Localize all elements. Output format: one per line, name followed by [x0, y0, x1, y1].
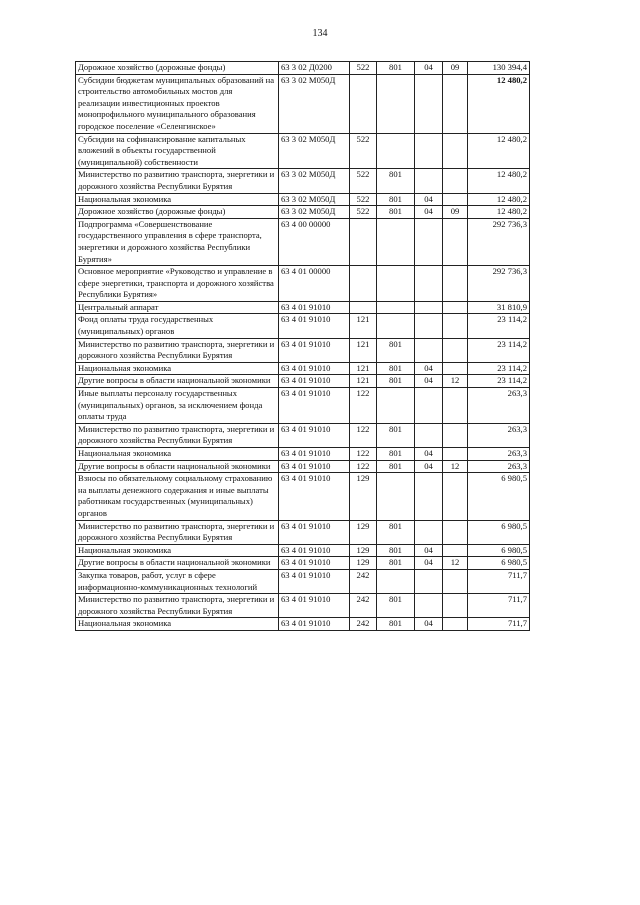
table-row [76, 206, 530, 219]
table-row [76, 62, 530, 75]
cell-section [415, 423, 443, 447]
cell-target-article: 63 3 02 М050Д [279, 133, 350, 169]
cell-amount: 12 480,2 [468, 206, 530, 219]
cell-subsection: 12 [443, 460, 468, 473]
cell-name: Министерство по развитию транспорта, энергетики и дорожного хозяйства Республики Бурятия [76, 594, 279, 618]
cell-amount: 6 980,5 [468, 520, 530, 544]
cell-amount: 23 114,2 [468, 314, 530, 338]
cell-target-article: 63 3 02 М050Д [279, 74, 350, 133]
cell-subsection: 09 [443, 62, 468, 75]
cell-name: Национальная экономика [76, 362, 279, 375]
cell-administrator: 801 [377, 62, 415, 75]
cell-expense-type: 122 [350, 448, 377, 461]
cell-administrator: 801 [377, 520, 415, 544]
cell-administrator: 801 [377, 544, 415, 557]
cell-subsection [443, 314, 468, 338]
cell-section [415, 218, 443, 265]
cell-administrator: 801 [377, 338, 415, 362]
cell-amount: 31 810,9 [468, 301, 530, 314]
cell-amount: 292 736,3 [468, 218, 530, 265]
cell-administrator: 801 [377, 557, 415, 570]
cell-administrator: 801 [377, 594, 415, 618]
cell-administrator: 801 [377, 169, 415, 193]
table-row [76, 569, 530, 593]
cell-target-article: 63 3 02 М050Д [279, 169, 350, 193]
cell-target-article: 63 3 02 Д0200 [279, 62, 350, 75]
cell-expense-type: 122 [350, 388, 377, 424]
cell-subsection [443, 423, 468, 447]
cell-section [415, 473, 443, 520]
cell-administrator: 801 [377, 618, 415, 631]
cell-amount: 130 394,4 [468, 62, 530, 75]
cell-name: Иные выплаты персоналу государственных (муниципальных) органов, за исключением фонда оплаты труда [76, 388, 279, 424]
cell-expense-type: 522 [350, 133, 377, 169]
cell-expense-type: 242 [350, 618, 377, 631]
cell-expense-type: 129 [350, 544, 377, 557]
budget-table [75, 61, 530, 631]
cell-name: Национальная экономика [76, 193, 279, 206]
cell-administrator: 801 [377, 362, 415, 375]
cell-name: Другие вопросы в области национальной экономики [76, 375, 279, 388]
table-row [76, 448, 530, 461]
cell-subsection: 09 [443, 206, 468, 219]
table-row [76, 314, 530, 338]
cell-target-article: 63 4 01 91010 [279, 448, 350, 461]
cell-target-article: 63 3 02 М050Д [279, 206, 350, 219]
cell-section [415, 338, 443, 362]
cell-target-article: 63 4 01 91010 [279, 618, 350, 631]
cell-amount: 263,3 [468, 423, 530, 447]
cell-administrator: 801 [377, 448, 415, 461]
cell-expense-type: 121 [350, 314, 377, 338]
cell-administrator: 801 [377, 460, 415, 473]
cell-administrator: 801 [377, 206, 415, 219]
table-row [76, 375, 530, 388]
cell-administrator [377, 133, 415, 169]
cell-amount: 23 114,2 [468, 338, 530, 362]
cell-target-article: 63 4 01 91010 [279, 544, 350, 557]
cell-section: 04 [415, 362, 443, 375]
cell-expense-type: 522 [350, 62, 377, 75]
cell-subsection [443, 520, 468, 544]
cell-administrator [377, 301, 415, 314]
cell-name: Министерство по развитию транспорта, энергетики и дорожного хозяйства Республики Бурятия [76, 520, 279, 544]
cell-section [415, 520, 443, 544]
table-row [76, 193, 530, 206]
cell-administrator: 801 [377, 375, 415, 388]
table-row [76, 169, 530, 193]
page-number: 134 [312, 28, 328, 39]
table-row [76, 544, 530, 557]
cell-subsection [443, 362, 468, 375]
table-row [76, 388, 530, 424]
cell-administrator [377, 388, 415, 424]
cell-amount: 711,7 [468, 569, 530, 593]
cell-administrator [377, 74, 415, 133]
cell-subsection [443, 169, 468, 193]
cell-amount: 292 736,3 [468, 266, 530, 302]
cell-amount: 6 980,5 [468, 557, 530, 570]
cell-amount: 6 980,5 [468, 473, 530, 520]
cell-target-article: 63 4 01 91010 [279, 338, 350, 362]
cell-section [415, 314, 443, 338]
cell-subsection [443, 74, 468, 133]
cell-amount: 6 980,5 [468, 544, 530, 557]
cell-section: 04 [415, 62, 443, 75]
cell-expense-type: 129 [350, 520, 377, 544]
cell-administrator: 801 [377, 193, 415, 206]
cell-expense-type: 522 [350, 169, 377, 193]
cell-expense-type: 129 [350, 557, 377, 570]
cell-section [415, 74, 443, 133]
budget-table-body [76, 62, 530, 631]
cell-expense-type [350, 266, 377, 302]
cell-subsection [443, 193, 468, 206]
cell-section: 04 [415, 618, 443, 631]
cell-target-article: 63 4 01 91010 [279, 520, 350, 544]
cell-amount: 711,7 [468, 618, 530, 631]
cell-section: 04 [415, 206, 443, 219]
cell-subsection [443, 569, 468, 593]
cell-name: Другие вопросы в области национальной экономики [76, 557, 279, 570]
cell-expense-type: 522 [350, 193, 377, 206]
cell-subsection [443, 448, 468, 461]
cell-name: Взносы по обязательному социальному страхованию на выплаты денежного содержания и иные выплаты работникам государственных (муниципальных) органов [76, 473, 279, 520]
cell-amount: 711,7 [468, 594, 530, 618]
cell-name: Субсидии на софинансирование капитальных вложений в объекты государственной (муниципальной) собственности [76, 133, 279, 169]
cell-expense-type: 122 [350, 460, 377, 473]
cell-expense-type: 121 [350, 375, 377, 388]
cell-subsection: 12 [443, 557, 468, 570]
cell-name: Другие вопросы в области национальной экономики [76, 460, 279, 473]
cell-subsection [443, 133, 468, 169]
cell-target-article: 63 4 01 91010 [279, 375, 350, 388]
cell-target-article: 63 4 00 00000 [279, 218, 350, 265]
cell-administrator [377, 314, 415, 338]
cell-section [415, 133, 443, 169]
table-row [76, 266, 530, 302]
cell-administrator [377, 569, 415, 593]
cell-amount: 263,3 [468, 460, 530, 473]
cell-section: 04 [415, 193, 443, 206]
cell-section [415, 266, 443, 302]
cell-expense-type [350, 301, 377, 314]
cell-subsection [443, 473, 468, 520]
table-row [76, 618, 530, 631]
cell-subsection [443, 218, 468, 265]
cell-subsection [443, 338, 468, 362]
cell-target-article: 63 4 01 91010 [279, 301, 350, 314]
cell-administrator [377, 218, 415, 265]
table-row [76, 338, 530, 362]
table-row [76, 218, 530, 265]
cell-section: 04 [415, 375, 443, 388]
cell-amount: 23 114,2 [468, 375, 530, 388]
cell-name: Субсидии бюджетам муниципальных образований на строительство автомобильных мостов для реализации инвестиционных проектов монопрофильного муниципального образования городское поселение «Селенгинское» [76, 74, 279, 133]
cell-amount: 263,3 [468, 388, 530, 424]
table-row [76, 460, 530, 473]
table-row [76, 520, 530, 544]
cell-target-article: 63 4 01 91010 [279, 362, 350, 375]
table-row [76, 473, 530, 520]
cell-amount: 12 480,2 [468, 169, 530, 193]
cell-subsection: 12 [443, 375, 468, 388]
cell-target-article: 63 4 01 91010 [279, 473, 350, 520]
cell-amount: 12 480,2 [468, 74, 530, 133]
cell-target-article: 63 4 01 91010 [279, 460, 350, 473]
cell-section [415, 569, 443, 593]
cell-name: Центральный аппарат [76, 301, 279, 314]
cell-subsection [443, 618, 468, 631]
cell-name: Министерство по развитию транспорта, энергетики и дорожного хозяйства Республики Бурятия [76, 169, 279, 193]
cell-administrator [377, 266, 415, 302]
cell-expense-type: 121 [350, 338, 377, 362]
cell-section: 04 [415, 460, 443, 473]
cell-expense-type: 129 [350, 473, 377, 520]
table-row [76, 74, 530, 133]
cell-section: 04 [415, 544, 443, 557]
table-row [76, 594, 530, 618]
cell-name: Дорожное хозяйство (дорожные фонды) [76, 62, 279, 75]
cell-name: Министерство по развитию транспорта, энергетики и дорожного хозяйства Республики Бурятия [76, 338, 279, 362]
cell-amount: 263,3 [468, 448, 530, 461]
cell-section [415, 388, 443, 424]
cell-target-article: 63 4 01 91010 [279, 314, 350, 338]
cell-target-article: 63 4 01 91010 [279, 594, 350, 618]
cell-subsection [443, 388, 468, 424]
cell-name: Национальная экономика [76, 448, 279, 461]
cell-target-article: 63 3 02 М050Д [279, 193, 350, 206]
table-row [76, 362, 530, 375]
cell-section [415, 301, 443, 314]
cell-subsection [443, 301, 468, 314]
cell-subsection [443, 544, 468, 557]
cell-name: Национальная экономика [76, 618, 279, 631]
table-row [76, 301, 530, 314]
cell-administrator [377, 473, 415, 520]
cell-target-article: 63 4 01 91010 [279, 423, 350, 447]
cell-name: Подпрограмма «Совершенствование государственного управления в сфере транспорта, энергетики и дорожного хозяйства Республики Бурятия» [76, 218, 279, 265]
table-row [76, 423, 530, 447]
table-row [76, 133, 530, 169]
cell-expense-type: 242 [350, 594, 377, 618]
cell-section: 04 [415, 557, 443, 570]
cell-name: Фонд оплаты труда государственных (муниципальных) органов [76, 314, 279, 338]
cell-subsection [443, 266, 468, 302]
cell-name: Основное мероприятие «Руководство и управление в сфере энергетики, транспорта и дорожного хозяйства Республики Бурятия» [76, 266, 279, 302]
cell-expense-type: 522 [350, 206, 377, 219]
cell-amount: 12 480,2 [468, 193, 530, 206]
cell-subsection [443, 594, 468, 618]
cell-name: Национальная экономика [76, 544, 279, 557]
cell-target-article: 63 4 01 91010 [279, 557, 350, 570]
cell-expense-type: 122 [350, 423, 377, 447]
cell-section: 04 [415, 448, 443, 461]
table-row [76, 557, 530, 570]
cell-expense-type [350, 218, 377, 265]
cell-amount: 12 480,2 [468, 133, 530, 169]
cell-name: Дорожное хозяйство (дорожные фонды) [76, 206, 279, 219]
cell-expense-type [350, 74, 377, 133]
cell-section [415, 169, 443, 193]
cell-target-article: 63 4 01 00000 [279, 266, 350, 302]
cell-expense-type: 242 [350, 569, 377, 593]
cell-administrator: 801 [377, 423, 415, 447]
cell-target-article: 63 4 01 91010 [279, 569, 350, 593]
cell-amount: 23 114,2 [468, 362, 530, 375]
cell-expense-type: 121 [350, 362, 377, 375]
cell-name: Министерство по развитию транспорта, энергетики и дорожного хозяйства Республики Бурятия [76, 423, 279, 447]
cell-section [415, 594, 443, 618]
cell-target-article: 63 4 01 91010 [279, 388, 350, 424]
cell-name: Закупка товаров, работ, услуг в сфере информационно-коммуникационных технологий [76, 569, 279, 593]
